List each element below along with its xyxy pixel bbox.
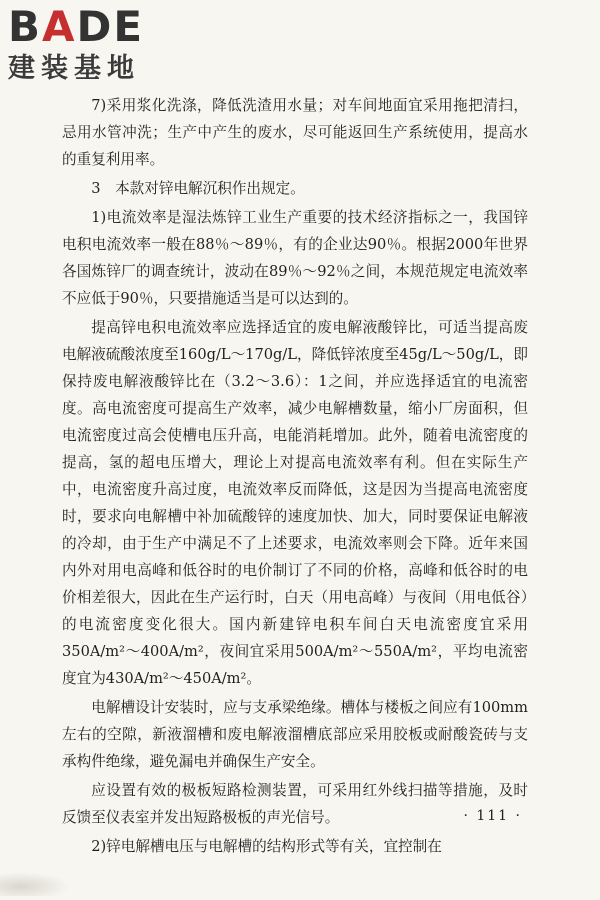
- logo-wordmark: [8, 4, 178, 50]
- bade-logo: [8, 4, 178, 92]
- page-number: · 111 ·: [463, 808, 522, 824]
- paragraph: 应设置有效的极板短路检测装置，可采用红外线扫描等措施，及时反馈至仪表室并发出短路极板的声光信号。: [62, 782, 528, 826]
- logo-letter-a: A: [42, 2, 77, 51]
- page-body: [62, 92, 528, 862]
- paragraph: 提高锌电积电流效率应选择适宜的废电解液酸锌比，可适当提高废电解液硫酸浓度至160g/L～170g/L，降低锌浓度至45g/L～50g/L，即保持废电解液酸锌比在（3.2～3.6）：1之间，并应选择适宜的电流密度。高电流密度可提高生产效率，减少电解槽数量，缩小厂房面积，但电流密度过高会使槽电压升高，电能消耗增加。此外，随着电流密度的提高，氢的超电压增大，理论上对提高电流效率有利。但在实际生产中，电流密度升高过度，电流效率反而降低，这是因为当提高电流密度时，要求向电解槽中补加硫酸锌的速度加快、加大，同时要保证电解液的冷却，由于生产中满足不了上述要求，电流效率则会下降。近年来国内外对用电高峰和低谷时的电价制订了不同的价格，高峰和低谷时的电价相差很大，因此在生产运行时，白天（用电高峰）与夜间（用电低谷）的电流密度变化很大。国内新建锌电积车间白天电流密度宜采用350A/m²～400A/m²，夜间宜采用500A/m²～550A/m²，平均电流密度宜为430A/m²～450A/m²。: [62, 319, 528, 687]
- paragraph: 3 本款对锌电解沉积作出规定。: [91, 180, 305, 197]
- scan-smudge: [0, 872, 70, 896]
- paragraph: 7)采用浆化洗涤，降低洗渣用水量；对车间地面宜采用拖把清扫，忌用水管冲洗；生产中产生的废水，尽可能返回生产系统使用，提高水的重复利用率。: [62, 97, 528, 168]
- logo-letter-b: B: [8, 2, 43, 51]
- paragraph: 电解槽设计安装时，应与支承梁绝缘。槽体与楼板之间应有100mm左右的空隙，新液溜槽和废电解液溜槽底部应采用胶板或耐酸瓷砖与支承构件绝缘，避免漏电并确保生产安全。: [62, 699, 528, 770]
- logo-subtitle: 建装基地: [8, 53, 140, 84]
- logo-letters-de: DE: [76, 2, 145, 51]
- paragraph: 1)电流效率是湿法炼锌工业生产重要的技术经济指标之一，我国锌电积电流效率一般在88％～89％，有的企业达90％。根据2000年世界各国炼锌厂的调查统计，波动在89％～92％之间，本规范规定电流效率不应低于90％，只要措施适当是可以达到的。: [62, 209, 528, 307]
- paragraph: 2)锌电解槽电压与电解槽的结构形式等有关，宜控制在: [91, 838, 442, 855]
